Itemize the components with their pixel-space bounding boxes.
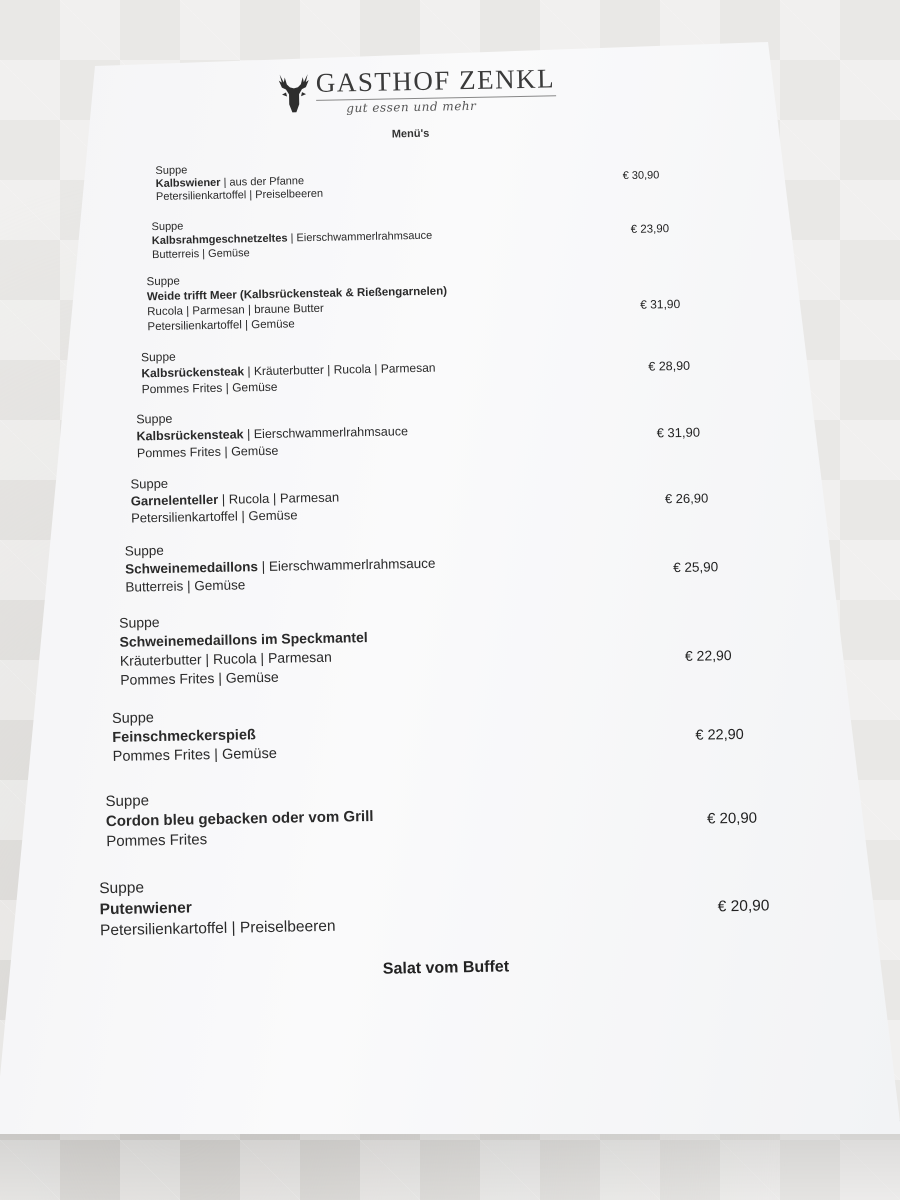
item-sides: Pommes Frites | Gemüse	[120, 668, 279, 688]
item-price: € 26,90	[664, 490, 709, 507]
menu-item	[141, 344, 436, 398]
item-sides: Petersilienkartoffel | Preiselbeeren	[155, 187, 324, 204]
item-name: Garnelenteller	[130, 491, 219, 509]
menu-item	[99, 874, 336, 942]
item-name-suffix: | Eierschwammerlrahmsauce	[287, 229, 433, 245]
brand-name: GASTHOF ZENKL	[315, 63, 556, 98]
menu-item	[112, 707, 277, 767]
menu-item	[105, 787, 374, 852]
item-sides: Pommes Frites	[106, 831, 208, 851]
item-name: Kalbswiener	[155, 176, 221, 191]
menu-item	[119, 609, 369, 690]
item-soup: Suppe	[111, 710, 155, 727]
item-name: Schweinemedaillons	[124, 559, 259, 577]
item-price: € 20,90	[706, 809, 758, 828]
item-name: Weide trifft Meer (Kalbsrückensteak & Rießengarnelen)	[146, 285, 448, 304]
menu-heading: Menü's	[391, 127, 430, 141]
item-sides: Butterreis | Gemüse	[151, 247, 250, 262]
item-price: € 22,90	[695, 726, 744, 744]
item-price: € 31,90	[640, 296, 681, 312]
item-price: € 25,90	[673, 559, 719, 576]
menu-item	[125, 537, 436, 597]
item-name: Kalbsrahmgeschnetzeltes	[151, 232, 288, 248]
item-price: € 22,90	[684, 647, 732, 664]
item-soup: Suppe	[130, 475, 169, 492]
item-soup: Suppe	[140, 349, 176, 365]
brand-tagline: gut essen und mehr	[346, 98, 477, 116]
item-sides: Kräuterbutter | Rucola | Parmesan	[119, 648, 332, 669]
item-name: Feinschmeckerspieß	[112, 727, 256, 746]
menu-item	[136, 406, 408, 462]
item-name: Cordon bleu gebacken oder vom Grill	[105, 807, 374, 831]
item-soup: Suppe	[118, 614, 160, 631]
item-soup: Suppe	[151, 220, 184, 234]
item-name-suffix: | Rucola | Parmesan	[218, 489, 340, 507]
item-name-suffix: | Kräuterbutter | Rucola | Parmesan	[243, 360, 436, 379]
item-price: € 28,90	[648, 358, 691, 374]
item-name-suffix: | aus der Pfanne	[220, 175, 305, 189]
salad-buffet-note: Salat vom Buffet	[382, 958, 510, 978]
menu-item	[130, 472, 339, 527]
stag-head-icon	[276, 72, 313, 117]
item-sides: Pommes Frites | Gemüse	[141, 379, 278, 397]
item-sides: Rucola | Parmesan | braune Butter	[147, 302, 324, 319]
item-soup: Suppe	[99, 879, 145, 898]
item-sides: Pommes Frites | Gemüse	[136, 443, 279, 461]
item-sides: Petersilienkartoffel | Gemüse	[147, 318, 295, 334]
item-sides: Pommes Frites | Gemüse	[112, 745, 277, 765]
item-price: € 23,90	[630, 223, 670, 236]
item-name-suffix: | Eierschwammerlrahmsauce	[257, 555, 436, 575]
item-price: € 20,90	[717, 897, 770, 916]
item-name: Kalbsrückensteak	[136, 427, 244, 444]
item-name: Schweinemedaillons im Speckmantel	[119, 629, 368, 650]
item-soup: Suppe	[155, 164, 188, 178]
item-name: Kalbsrückensteak	[141, 364, 245, 381]
item-name: Putenwiener	[99, 899, 192, 919]
item-sides: Butterreis | Gemüse	[125, 577, 246, 595]
item-sides: Petersilienkartoffel | Preiselbeeren	[99, 917, 336, 940]
item-soup: Suppe	[136, 411, 173, 427]
restaurant-logo	[276, 61, 567, 129]
menu-item	[146, 269, 447, 335]
item-soup: Suppe	[146, 275, 180, 289]
item-name-suffix: | Eierschwammerlrahmsauce	[243, 424, 409, 442]
item-soup: Suppe	[124, 542, 164, 559]
item-price: € 31,90	[656, 424, 701, 441]
item-sides: Petersilienkartoffel | Gemüse	[130, 507, 298, 526]
menu-item	[151, 215, 432, 262]
item-soup: Suppe	[105, 792, 150, 811]
menu-item	[155, 162, 323, 204]
item-price: € 30,90	[622, 169, 660, 183]
